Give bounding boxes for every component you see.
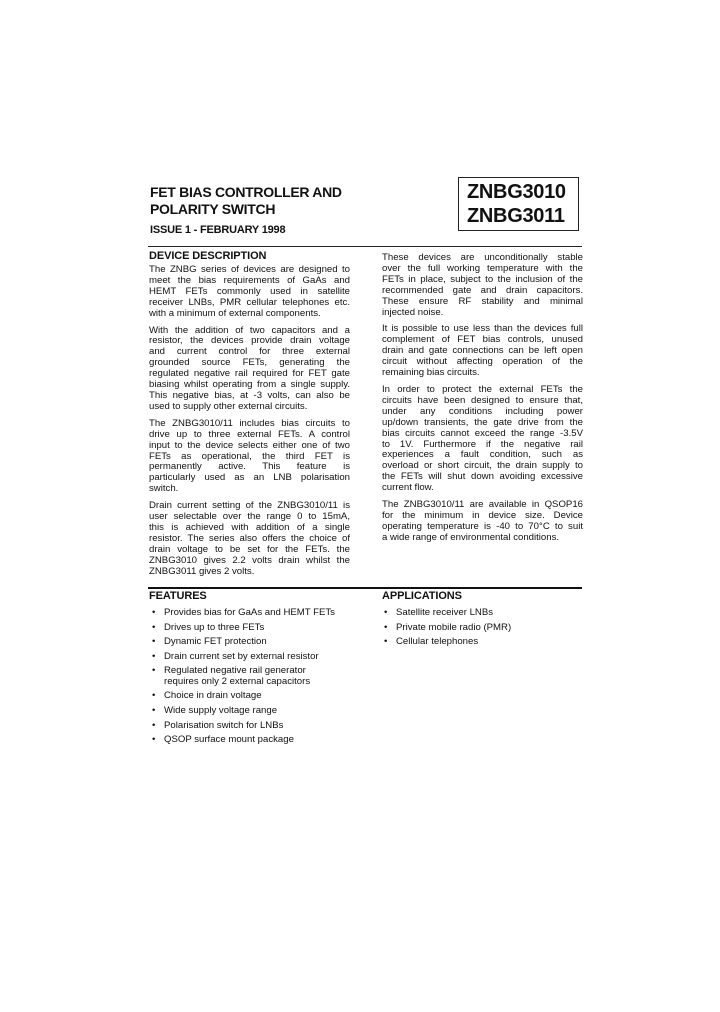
- applications-list: [382, 608, 582, 652]
- paragraph: [149, 419, 350, 495]
- text-line: particularly used as an LNB polarisation: [149, 472, 350, 484]
- text-line: bias circuits cannot exceed the range -3.5V: [382, 427, 583, 439]
- title-line: POLARITY SWITCH: [150, 201, 276, 217]
- text-line: user selectable over the range 0 to 15mA,: [149, 511, 350, 523]
- divider: [148, 587, 582, 589]
- text-line: resistor, the devices provide drain voltage: [149, 335, 350, 347]
- text-line: With the addition of two capacitors and a: [149, 324, 350, 336]
- part-number-box: [458, 177, 579, 231]
- section-heading-features: FEATURES: [149, 590, 207, 602]
- text-line: grounded source FETs, generating the: [149, 357, 350, 369]
- text-line: this is achieved with addition of a single: [149, 521, 350, 533]
- text-line: The ZNBG series of devices are designed to: [149, 264, 350, 275]
- paragraph: [382, 500, 583, 544]
- divider: [148, 246, 582, 247]
- list-item: • Satellite receiver LNBs: [382, 608, 582, 619]
- text-line: overload or short circuit, the drain supply to: [382, 460, 583, 472]
- list-item: • Provides bias for GaAs and HEMT FETs: [150, 608, 370, 619]
- list-item: • Drain current set by external resistor: [150, 652, 370, 663]
- text-line: operating temperature is -40 to 70°C to suit: [382, 520, 583, 532]
- text-line: resistor. The series also offers the choice of: [149, 532, 350, 544]
- paragraph: [382, 324, 583, 379]
- text-line: ZNBG3010 gives 2.2 volts drain whilst the: [149, 554, 350, 566]
- text-line: It is possible to use less than the devices full: [382, 323, 583, 335]
- paragraph: [149, 501, 350, 577]
- text-line: permanently active. This feature is: [149, 461, 350, 473]
- text-line: experiences a fault condition, such as: [382, 449, 583, 461]
- list-item: • Choice in drain voltage: [150, 691, 370, 702]
- text-line: This negative bias, at -3 volts, can also be: [149, 389, 350, 401]
- section-heading-applications: APPLICATIONS: [382, 590, 462, 602]
- text-line: over the full working temperature with the: [382, 262, 583, 274]
- text-line: the FETs will shut down avoiding excessive: [382, 471, 583, 483]
- text-line: complement of FET bias controls, unused: [382, 334, 583, 346]
- description-left-column: [149, 265, 350, 583]
- list-item: • Cellular telephones: [382, 637, 582, 648]
- text-line: under any conditions including power: [382, 405, 583, 417]
- text-line: circuits have been designed to ensure that,: [382, 394, 583, 406]
- part-number: ZNBG3010: [467, 181, 566, 203]
- text-line: Drain current setting of the ZNBG3010/11 is: [149, 500, 350, 512]
- text-line: regulated negative rail required for FET gate: [149, 368, 350, 380]
- text-line: with a minimum of external components.: [149, 307, 321, 319]
- text-line: HEMT FETs commonly used in satellite: [149, 285, 350, 297]
- features-list: [150, 608, 370, 750]
- text-line: up/down transients, the gate drive from the: [382, 416, 583, 428]
- text-line: These ensure RF stability and minimal: [382, 295, 583, 307]
- text-line: remaining bias circuits.: [382, 367, 480, 379]
- text-line: recommended gate and drain capacitors.: [382, 284, 583, 296]
- paragraph: [382, 385, 583, 494]
- text-line: for the minimum in device size. Device: [382, 509, 583, 521]
- description-right-column: [382, 253, 583, 550]
- list-item: • Private mobile radio (PMR): [382, 623, 582, 634]
- text-line: ZNBG3011 gives 2 volts.: [149, 565, 255, 577]
- text-line: drain voltage to be set for the FETs. the: [149, 543, 350, 555]
- paragraph: [382, 253, 583, 318]
- text-line: In order to protect the external FETs the: [382, 383, 583, 395]
- paragraph: [149, 326, 350, 413]
- text-line: FETs as operational, the third FET is: [149, 450, 350, 462]
- list-item: • Dynamic FET protection: [150, 637, 370, 648]
- issue-date: ISSUE 1 - FEBRUARY 1998: [150, 224, 286, 236]
- text-line: a wide range of environmental conditions.: [382, 531, 560, 543]
- list-item: • Drives up to three FETs: [150, 623, 370, 634]
- text-line: switch.: [149, 483, 179, 495]
- document-title: [150, 184, 342, 218]
- text-line: The ZNBG3010/11 includes bias circuits to: [149, 417, 350, 429]
- text-line: used to supply other external circuits.: [149, 400, 308, 412]
- list-item: • Wide supply voltage range: [150, 706, 370, 717]
- text-line: and current control for three external: [149, 346, 350, 358]
- text-line: drain and gate connections can be left open: [382, 345, 583, 357]
- paragraph: [149, 265, 350, 320]
- text-line: The ZNBG3010/11 are available in QSOP16: [382, 499, 583, 511]
- text-line: circuit without affecting operation of the: [382, 356, 583, 368]
- text-line: meet the bias requirements of GaAs and: [149, 274, 350, 286]
- text-line: These devices are unconditionally stable: [382, 252, 583, 263]
- text-line: biasing whilst operating from a single supply.: [149, 379, 350, 391]
- title-line: FET BIAS CONTROLLER AND: [150, 184, 342, 200]
- section-heading-device-description: DEVICE DESCRIPTION: [149, 250, 267, 262]
- text-line: to 1V. Furthermore if the negative rail: [382, 438, 583, 450]
- part-number: ZNBG3011: [467, 205, 565, 227]
- list-item: • Polarisation switch for LNBs: [150, 721, 370, 732]
- list-item: • Regulated negative rail generator requires only 2 external capacitors: [150, 666, 334, 687]
- text-line: drive up to three external FETs. A control: [149, 428, 350, 440]
- text-line: injected noise.: [382, 306, 444, 318]
- text-line: FETs in place, subject to the inclusion of the: [382, 273, 583, 285]
- text-line: receiver LNBs, PMR cellular telephones etc.: [149, 296, 350, 308]
- list-item: • QSOP surface mount package: [150, 735, 370, 746]
- text-line: current flow.: [382, 482, 434, 494]
- text-line: input to the device selects either one of two: [149, 439, 350, 451]
